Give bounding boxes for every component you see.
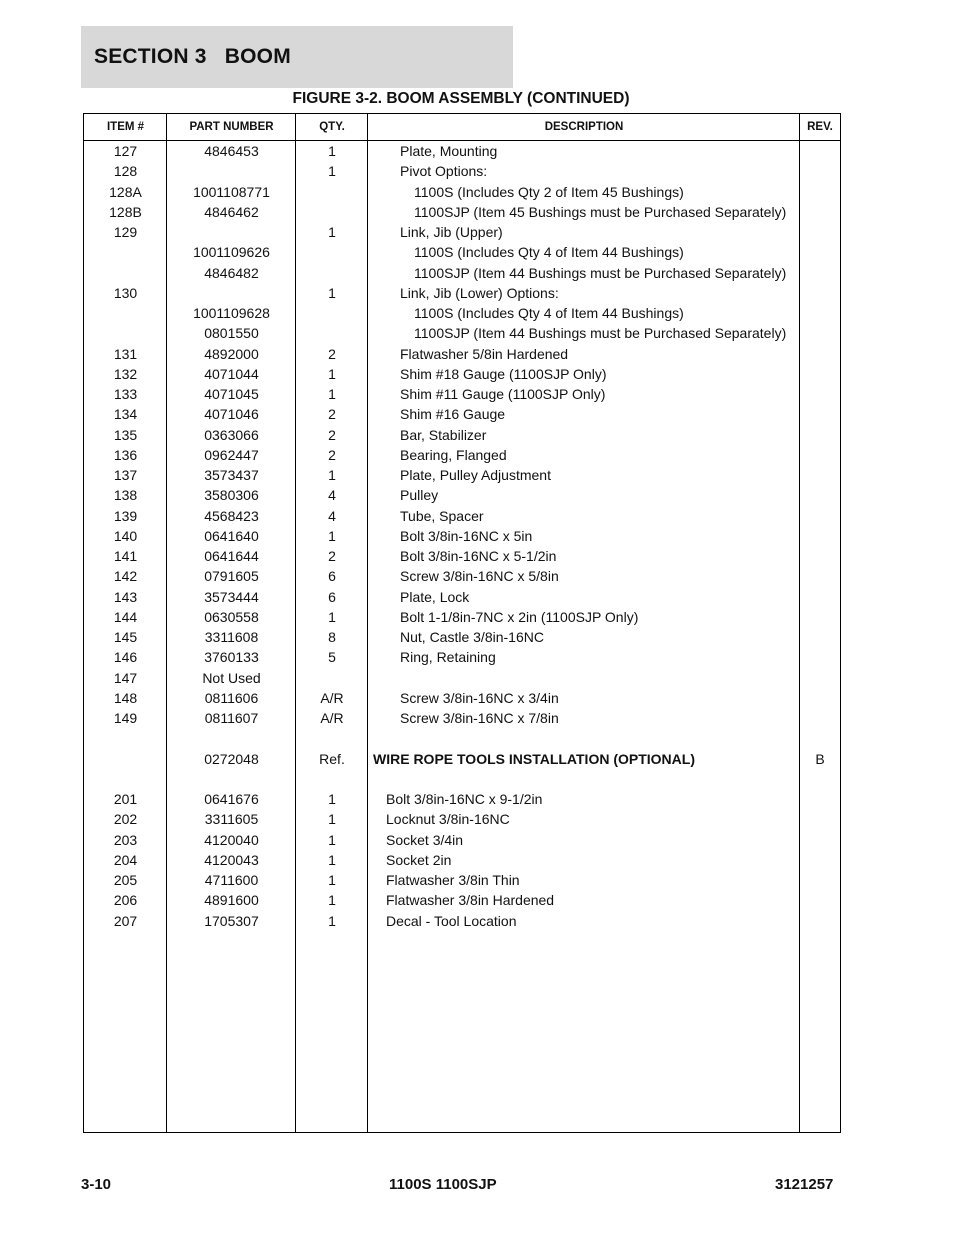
description-cell: Shim #11 Gauge (1100SJP Only) <box>400 386 606 402</box>
item-cell: 146 <box>113 649 138 666</box>
description-cell: 1100SJP (Item 45 Bushings must be Purchased Separately) <box>414 203 787 220</box>
item-cell: 149 <box>113 710 138 726</box>
description-cell: 1100S (Includes Qty 2 of Item 45 Bushings) <box>414 183 684 200</box>
item-cell: 144 <box>113 608 138 625</box>
part-number-cell: 3580306 <box>204 487 259 504</box>
qty-cell: 2 <box>328 426 336 443</box>
item-cell: 130 <box>113 284 138 301</box>
part-number-cell: 1001109628 <box>193 305 270 321</box>
item-cell: 134 <box>113 406 138 423</box>
header-item: ITEM # <box>106 121 145 133</box>
part-number-cell: 3573444 <box>204 588 259 605</box>
qty-cell: 1 <box>328 386 336 402</box>
item-cell: 138 <box>113 487 138 504</box>
item-cell: 133 <box>113 386 138 402</box>
part-number-cell: 4846482 <box>204 264 259 281</box>
qty-cell: 4 <box>328 487 336 504</box>
page-number: 3-10 <box>81 1176 112 1193</box>
qty-cell: A/R <box>320 689 344 706</box>
part-number-cell: 3760133 <box>204 649 259 666</box>
part-number-cell: 4846453 <box>204 143 259 159</box>
section-header <box>81 26 513 88</box>
qty-cell: 1 <box>328 791 336 807</box>
qty-cell: 2 <box>328 446 336 463</box>
qty-cell: 1 <box>328 527 336 544</box>
qty-cell: 1 <box>328 365 336 382</box>
description-cell: Ring, Retaining <box>400 649 496 666</box>
model-names: 1100S 1100SJP <box>389 1176 497 1193</box>
description-cell: Shim #16 Gauge <box>400 406 506 423</box>
part-number-cell: 0641676 <box>204 791 259 807</box>
table-row <box>84 465 840 485</box>
item-cell: 148 <box>113 689 138 706</box>
table-row <box>84 870 840 890</box>
description-cell: Bar, Stabilizer <box>400 426 487 443</box>
description-cell: 1100SJP (Item 44 Bushings must be Purchased Separately) <box>414 264 787 281</box>
part-number-cell: 0791605 <box>204 568 259 585</box>
item-cell: 145 <box>113 629 138 645</box>
description-cell: Link, Jib (Lower) Options: <box>400 284 559 301</box>
part-number-cell: 4120040 <box>204 831 259 848</box>
item-cell: 205 <box>113 872 138 888</box>
part-number-cell: 3573437 <box>204 467 259 483</box>
part-number-cell: 0630558 <box>204 608 259 625</box>
description-cell: Screw 3/8in-16NC x 7/8in <box>400 710 559 726</box>
part-number-cell: 0272048 <box>204 750 259 767</box>
qty-cell: 5 <box>328 649 336 666</box>
part-number-cell: 1001109626 <box>193 244 270 261</box>
header-rev: REV. <box>807 121 833 133</box>
item-cell: 136 <box>113 446 138 463</box>
qty-cell: 6 <box>328 588 336 605</box>
parts-table <box>83 113 841 1133</box>
part-number-cell: 4071045 <box>204 386 259 402</box>
table-row <box>84 263 840 283</box>
table-row <box>84 830 840 850</box>
table-header-row <box>84 114 840 141</box>
qty-cell: 1 <box>328 163 336 180</box>
item-cell: 128A <box>109 183 142 200</box>
item-cell: 201 <box>113 791 138 807</box>
item-cell: 139 <box>113 507 138 524</box>
description-cell: Bolt 1-1/8in-7NC x 2in (1100SJP Only) <box>400 608 639 625</box>
table-row <box>84 161 840 181</box>
table-row <box>84 364 840 384</box>
description-cell: Link, Jib (Upper) <box>400 224 503 240</box>
table-row <box>84 668 840 688</box>
description-cell: Bearing, Flanged <box>400 446 507 463</box>
table-row <box>84 344 840 364</box>
item-cell: 135 <box>113 426 138 443</box>
description-cell: Socket 2in <box>386 851 452 868</box>
qty-cell: 1 <box>328 143 336 159</box>
item-cell: 147 <box>113 669 138 686</box>
document-number: 3121257 <box>775 1176 834 1193</box>
item-cell: 141 <box>113 548 138 564</box>
description-cell: Bolt 3/8in-16NC x 9-1/2in <box>386 791 543 807</box>
table-row <box>84 141 840 161</box>
item-cell: 143 <box>113 588 138 605</box>
header-description: DESCRIPTION <box>544 121 624 133</box>
description-cell: 1100S (Includes Qty 4 of Item 44 Bushings) <box>414 305 684 321</box>
table-row <box>84 506 840 526</box>
table-row <box>84 911 840 931</box>
item-cell: 128 <box>113 163 138 180</box>
item-cell: 140 <box>113 527 138 544</box>
table-row <box>84 526 840 546</box>
description-cell: Plate, Pulley Adjustment <box>400 467 551 483</box>
table-row <box>84 546 840 566</box>
item-cell: 202 <box>113 811 138 828</box>
table-row <box>84 445 840 465</box>
description-cell: Plate, Lock <box>400 588 470 605</box>
table-row <box>84 485 840 505</box>
part-number-cell: 4071044 <box>204 365 259 382</box>
item-cell: 132 <box>113 365 138 382</box>
qty-cell: 1 <box>328 892 336 909</box>
item-cell: 142 <box>113 568 138 585</box>
part-number-cell: 0962447 <box>204 446 259 463</box>
part-number-cell: 1705307 <box>204 912 259 929</box>
description-cell: Pivot Options: <box>400 163 488 180</box>
qty-cell: 1 <box>328 831 336 848</box>
figure-title: FIGURE 3-2. BOOM ASSEMBLY (CONTINUED) <box>292 90 630 107</box>
qty-cell: 2 <box>328 345 336 362</box>
part-number-cell: 4120043 <box>204 851 259 868</box>
item-cell: 131 <box>113 345 138 362</box>
part-number-cell: 3311605 <box>204 811 259 828</box>
item-cell: 127 <box>113 143 138 159</box>
qty-cell: 1 <box>328 811 336 828</box>
description-cell: Bolt 3/8in-16NC x 5-1/2in <box>400 548 557 564</box>
table-row <box>84 222 840 242</box>
table-row <box>84 182 840 202</box>
table-row <box>84 242 840 262</box>
table-row <box>84 850 840 870</box>
description-cell: Screw 3/8in-16NC x 3/4in <box>400 689 559 706</box>
part-number-cell: 0811607 <box>204 710 259 726</box>
qty-cell: 1 <box>328 872 336 888</box>
table-row <box>84 749 840 769</box>
qty-cell: 1 <box>328 467 336 483</box>
table-row <box>84 769 840 789</box>
item-cell: 206 <box>113 892 138 909</box>
table-row <box>84 607 840 627</box>
table-row <box>84 323 840 343</box>
table-row <box>84 789 840 809</box>
part-number-cell: 3311608 <box>204 629 259 645</box>
header-qty: QTY. <box>319 121 345 133</box>
table-row <box>84 627 840 647</box>
description-cell: Flatwasher 3/8in Thin <box>386 872 520 888</box>
table-row <box>84 587 840 607</box>
table-row <box>84 283 840 303</box>
part-number-cell: 4892000 <box>204 345 259 362</box>
description-cell: Plate, Mounting <box>400 143 498 159</box>
description-cell: 1100S (Includes Qty 4 of Item 44 Bushings) <box>414 244 684 261</box>
table-row <box>84 404 840 424</box>
description-cell: Socket 3/4in <box>386 831 464 848</box>
item-cell: 203 <box>113 831 138 848</box>
part-number-cell: 4846462 <box>204 203 259 220</box>
part-number-cell: 0641640 <box>204 527 259 544</box>
part-number-cell: 1001108771 <box>193 183 270 200</box>
description-cell: Shim #18 Gauge (1100SJP Only) <box>400 365 607 382</box>
description-cell: Tube, Spacer <box>400 507 484 524</box>
qty-cell: 2 <box>328 548 336 564</box>
qty-cell: A/R <box>320 710 344 726</box>
description-cell: Pulley <box>400 487 439 504</box>
table-body <box>84 141 840 931</box>
table-row <box>84 688 840 708</box>
item-cell: 204 <box>113 851 138 868</box>
item-cell: 207 <box>113 912 138 929</box>
item-cell: 137 <box>113 467 138 483</box>
table-row <box>84 890 840 910</box>
item-cell: 128B <box>109 203 142 220</box>
item-cell: 129 <box>113 224 138 240</box>
qty-cell: 1 <box>328 608 336 625</box>
description-cell: Bolt 3/8in-16NC x 5in <box>400 527 533 544</box>
qty-cell: 2 <box>328 406 336 423</box>
part-number-cell: 4891600 <box>204 892 259 909</box>
part-number-cell: 0811606 <box>204 689 259 706</box>
description-cell: Flatwasher 3/8in Hardened <box>386 892 555 909</box>
table-row <box>84 728 840 748</box>
part-number-cell: Not Used <box>202 669 261 686</box>
header-part-number: PART NUMBER <box>189 121 274 133</box>
rev-cell: B <box>815 750 825 767</box>
qty-cell: Ref. <box>319 750 345 767</box>
section-title: SECTION 3 BOOM <box>94 45 291 68</box>
description-cell: Screw 3/8in-16NC x 5/8in <box>400 568 559 585</box>
table-row <box>84 708 840 728</box>
description-cell: Nut, Castle 3/8in-16NC <box>400 629 544 645</box>
qty-cell: 4 <box>328 507 336 524</box>
description-cell: Decal - Tool Location <box>386 912 517 929</box>
description-cell: Flatwasher 5/8in Hardened <box>400 345 569 362</box>
part-number-cell: 4071046 <box>204 406 259 423</box>
qty-cell: 1 <box>328 851 336 868</box>
description-cell: 1100SJP (Item 44 Bushings must be Purchased Separately) <box>414 325 787 342</box>
part-number-cell: 0363066 <box>204 426 259 443</box>
description-cell: WIRE ROPE TOOLS INSTALLATION (OPTIONAL) <box>373 750 695 767</box>
qty-cell: 1 <box>328 912 336 929</box>
table-row <box>84 303 840 323</box>
table-row <box>84 384 840 404</box>
table-row <box>84 647 840 667</box>
description-cell: Locknut 3/8in-16NC <box>386 811 510 828</box>
part-number-cell: 0641644 <box>204 548 259 564</box>
part-number-cell: 0801550 <box>204 325 259 342</box>
qty-cell: 8 <box>328 629 336 645</box>
qty-cell: 1 <box>328 224 336 240</box>
part-number-cell: 4568423 <box>204 507 259 524</box>
table-row <box>84 202 840 222</box>
part-number-cell: 4711600 <box>204 872 259 888</box>
table-row <box>84 566 840 586</box>
qty-cell: 6 <box>328 568 336 585</box>
qty-cell: 1 <box>328 284 336 301</box>
table-row <box>84 809 840 829</box>
table-row <box>84 425 840 445</box>
